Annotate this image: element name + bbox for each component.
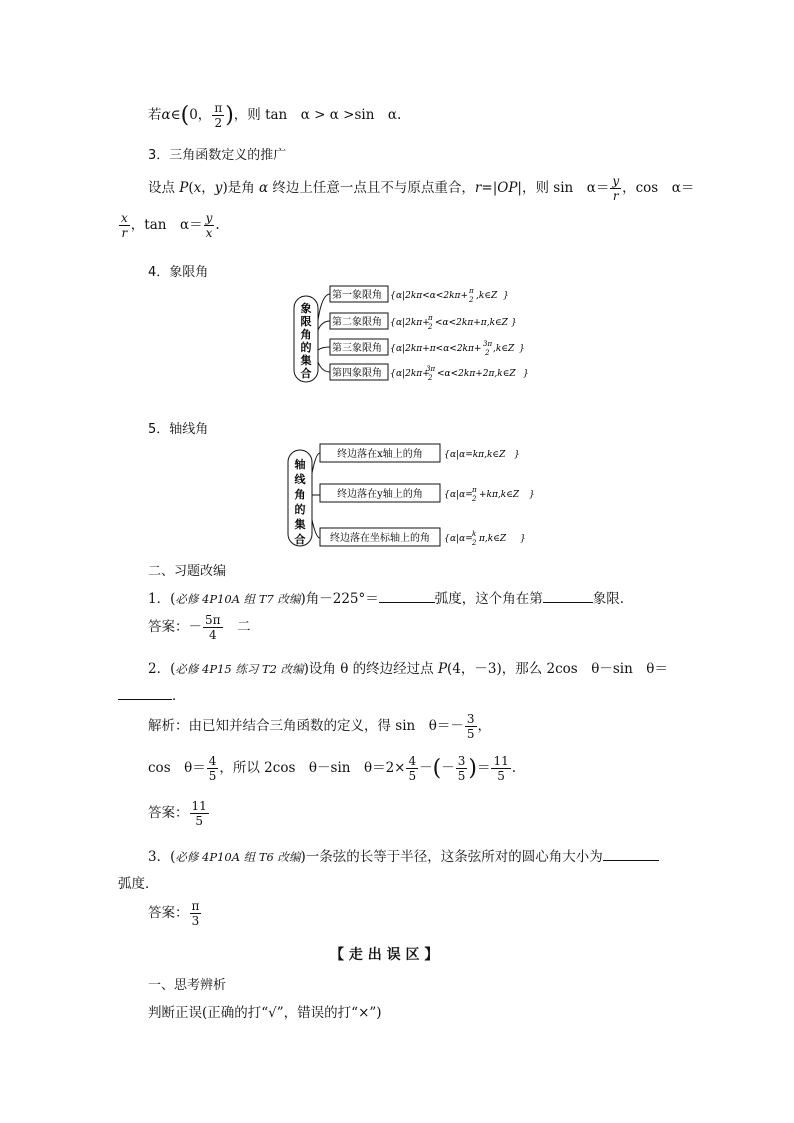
quadrant-set-den: 2 bbox=[428, 323, 433, 331]
axis-set-den: 2 bbox=[472, 539, 477, 547]
svg-text:{: { bbox=[444, 534, 450, 544]
quadrant-set: α|2kπ<α<2kπ+ bbox=[396, 291, 468, 301]
quadrant-set-den: 2 bbox=[428, 374, 433, 382]
answer-3: 答案： $\frac{\pi}{3}$ bbox=[148, 899, 200, 928]
answer-2: 答案： $\frac{11}{5}$ bbox=[148, 799, 207, 828]
svg-text:}: } bbox=[503, 291, 509, 301]
quadrant-set-num: 3π bbox=[426, 365, 436, 373]
quadrant-set-num: 3π bbox=[483, 340, 493, 348]
axis-angle-diagram bbox=[286, 438, 536, 552]
question-3: 3．(必修 4P10A 组 T6 改编)一条弦的长等于半径，这条弦所对的圆心角大小为 bbox=[148, 845, 659, 865]
quadrant-set: ,k∈Z bbox=[493, 344, 515, 354]
axis-label: 终边落在x轴上的角 bbox=[337, 449, 423, 460]
diagram-root-char: 限 bbox=[300, 315, 312, 328]
quadrant-angle-diagram bbox=[292, 280, 532, 390]
diagram-root-char: 集 bbox=[300, 354, 312, 367]
quadrant-set: <α<2kπ+2π,k∈Z bbox=[437, 369, 516, 379]
quadrant-set-den: 2 bbox=[469, 296, 474, 304]
solution-2-line1: 解析：由已知并结合三角函数的定义，得 sin θ＝－ $\frac{3}{5}$ ， bbox=[148, 712, 491, 741]
think-title: 一、思考辨析 bbox=[148, 978, 227, 993]
axis-label: 终边落在坐标轴上的角 bbox=[330, 533, 430, 544]
diagram-root-char: 角 bbox=[300, 328, 312, 341]
svg-text:}: } bbox=[523, 369, 529, 379]
answer-blank[interactable] bbox=[603, 848, 659, 861]
svg-text:{: { bbox=[390, 369, 396, 379]
axis-set-den: 2 bbox=[472, 495, 477, 503]
sec3-body-line2: $\frac{x}{r}$ ，tan α＝ $\frac{y}{x}$ . bbox=[121, 211, 220, 240]
section-3-title: 3．三角函数定义的推广 bbox=[148, 148, 287, 163]
diagram-root-char: 轴 bbox=[294, 458, 306, 471]
answer-1: 答案：－ $\frac{5\pi}{4}$ 二 bbox=[148, 613, 251, 642]
question-2: 2．(必修 4P15 练习 T2 改编)设角 θ 的终边经过点 P(4，－3)，那么 2cos θ－sin θ＝ bbox=[148, 661, 668, 677]
diagram-root-char: 的 bbox=[294, 503, 306, 516]
quadrant-set-num: π bbox=[469, 287, 474, 295]
zone-title: 【 走 出 误 区 】 bbox=[330, 947, 439, 963]
svg-text:{: { bbox=[390, 344, 396, 354]
quadrant-label: 第四象限角 bbox=[332, 368, 382, 379]
diagram-root-char: 象 bbox=[300, 302, 312, 315]
question-1: 1．(必修 4P10A 组 T7 改编)角－225°＝ 弧度，这个角在第 象限． bbox=[148, 591, 634, 607]
axis-set: α|α= bbox=[450, 490, 473, 500]
svg-text:}: } bbox=[514, 450, 520, 460]
quadrant-set: ,k∈Z bbox=[476, 291, 498, 301]
section-5-title: 5．轴线角 bbox=[148, 422, 209, 437]
quadrant-label: 第二象限角 bbox=[332, 317, 382, 328]
svg-text:}: } bbox=[519, 344, 525, 354]
svg-text:{: { bbox=[444, 450, 450, 460]
quadrant-set-num: π bbox=[428, 314, 433, 322]
sec3-body-line1: 设点 P(x，y)是角 α 终边上任意一点且不与原点重合，r=|OP|，则 sin α＝ $\frac{y}{r}$ ，cos α＝ bbox=[148, 174, 695, 203]
svg-text:}: } bbox=[520, 534, 526, 544]
svg-text:{: { bbox=[390, 291, 396, 301]
svg-text:}: } bbox=[511, 318, 517, 328]
quadrant-set-den: 2 bbox=[485, 349, 490, 357]
solution-2-line2: cos θ＝ $\frac{4}{5}$ ，所以 2cos θ－sin θ＝2× $\frac{4}{5}$ －(－ $\frac{3}{5}$ )＝ $\frac{11}{5}$ . bbox=[148, 754, 517, 783]
inequality-line: 若α∈(0， $\frac{\pi}{2}$ )，则 tan α > α >sin α. bbox=[148, 101, 402, 130]
axis-set: α|α= bbox=[450, 534, 473, 544]
quadrant-set: α|2kπ+ bbox=[396, 318, 430, 328]
axis-label: 终边落在y轴上的角 bbox=[337, 489, 423, 500]
answer-blank[interactable] bbox=[118, 687, 172, 700]
diagram-root-char: 合 bbox=[300, 367, 312, 380]
axis-set-num: k bbox=[472, 530, 477, 538]
part-2-title: 二、习题改编 bbox=[148, 564, 227, 579]
quadrant-label: 第一象限角 bbox=[332, 290, 382, 301]
quadrant-set: <α<2kπ+π,k∈Z bbox=[435, 318, 508, 328]
question-2-end: ． bbox=[118, 684, 186, 704]
axis-set: +kπ,k∈Z bbox=[479, 490, 520, 500]
judge-instruction: 判断正误(正确的打“√”，错误的打“×”) bbox=[148, 1005, 382, 1021]
axis-set-num: π bbox=[472, 486, 477, 494]
axis-set: π,k∈Z bbox=[479, 534, 507, 544]
svg-text:{: { bbox=[390, 318, 396, 328]
diagram-root-char: 线 bbox=[294, 473, 306, 486]
svg-text:{: { bbox=[444, 490, 450, 500]
question-3-end: 弧度． bbox=[118, 876, 159, 892]
quadrant-set: α|2kπ+ bbox=[396, 369, 430, 379]
quadrant-set: α|2kπ+π<α<2kπ+ bbox=[396, 344, 482, 354]
diagram-root-char: 合 bbox=[294, 533, 306, 546]
axis-set: α|α=kπ,k∈Z bbox=[450, 450, 506, 460]
answer-blank[interactable] bbox=[379, 590, 435, 603]
diagram-root-char: 集 bbox=[294, 518, 306, 531]
quadrant-label: 第三象限角 bbox=[332, 343, 382, 354]
diagram-root-char: 角 bbox=[294, 488, 306, 501]
svg-text:}: } bbox=[529, 490, 535, 500]
section-4-title: 4．象限角 bbox=[148, 265, 209, 280]
answer-blank[interactable] bbox=[543, 590, 593, 603]
diagram-root-char: 的 bbox=[300, 341, 312, 354]
